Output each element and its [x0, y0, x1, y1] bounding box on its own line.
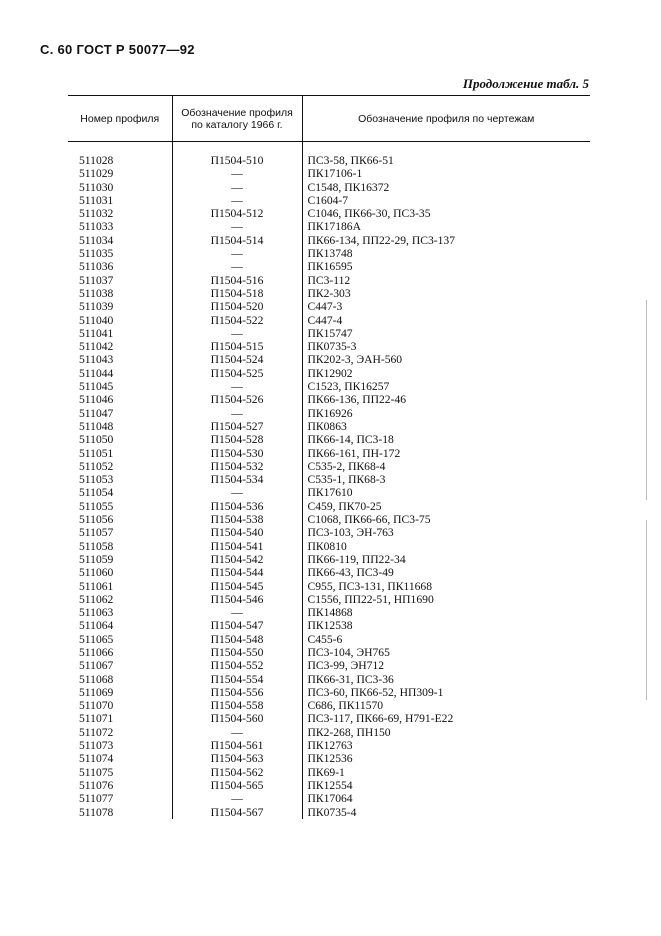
drawing-designation-cell: ПС3-117, ПК66-69, Н791-Е22: [302, 712, 590, 725]
drawing-designation-cell: С1523, ПК16257: [302, 380, 590, 393]
catalog-designation-cell: —: [172, 726, 302, 739]
table-row: [68, 580, 590, 593]
profile-number-cell: 511031: [79, 193, 114, 207]
drawing-designation-cell: ПС3-112: [302, 274, 590, 287]
profile-number-cell: 511062: [79, 592, 114, 606]
drawing-designation-cell: С1604-7: [302, 194, 590, 207]
table-row: [68, 433, 590, 446]
drawing-designation-cell: ПК12763: [302, 739, 590, 752]
profile-number-cell: 511066: [79, 645, 114, 659]
table-row: [68, 779, 590, 792]
table-row: [68, 367, 590, 380]
catalog-designation-cell: —: [172, 606, 302, 619]
table-row: [68, 154, 590, 167]
table-row: [68, 353, 590, 366]
profile-number-cell: 511039: [79, 300, 114, 314]
catalog-designation-cell: —: [172, 486, 302, 499]
catalog-designation-cell: П1504-540: [172, 526, 302, 539]
profile-number-cell: 511050: [79, 433, 114, 447]
drawing-designation-cell: ПС3-104, ЭН765: [302, 646, 590, 659]
profile-number-cell: 511067: [79, 659, 114, 673]
drawing-designation-cell: ПК12538: [302, 619, 590, 632]
drawing-designation-cell: ПК66-161, ПН-172: [302, 447, 590, 460]
profile-number-cell: 511057: [79, 526, 114, 540]
table-row: [68, 167, 590, 180]
profile-number-cell: 511065: [79, 632, 114, 646]
table-row: [68, 726, 590, 739]
table-row: [68, 540, 590, 553]
catalog-designation-cell: П1504-530: [172, 447, 302, 460]
profile-number-cell: 511064: [79, 619, 114, 633]
catalog-designation-cell: П1504-527: [172, 420, 302, 433]
table-row: [68, 207, 590, 220]
profile-number-cell: 511047: [79, 406, 114, 420]
table-row: [68, 553, 590, 566]
drawing-designation-cell: С459, ПК70-25: [302, 500, 590, 513]
drawing-designation-cell: ПК12536: [302, 752, 590, 765]
drawing-designation-cell: С455-6: [302, 633, 590, 646]
drawing-designation-cell: ПК66-31, ПС3-36: [302, 673, 590, 686]
table-row: [68, 314, 590, 327]
profile-number-cell: 511069: [79, 685, 114, 699]
catalog-designation-cell: —: [172, 380, 302, 393]
catalog-designation-cell: П1504-562: [172, 766, 302, 779]
profile-number-cell: 511059: [79, 552, 114, 566]
scan-margin-mark: [646, 300, 647, 500]
profiles-table: [68, 95, 590, 819]
table-row: [68, 260, 590, 273]
profile-number-cell: 511053: [79, 473, 114, 487]
drawing-designation-cell: ПК202-3, ЭАН-560: [302, 353, 590, 366]
drawing-designation-cell: ПК14868: [302, 606, 590, 619]
profile-number-cell: 511043: [79, 353, 114, 367]
profile-number-cell: 511073: [79, 739, 114, 753]
profile-number-cell: 511034: [79, 233, 114, 247]
table-row: [68, 473, 590, 486]
table-row: [68, 247, 590, 260]
drawing-designation-cell: ПК17186А: [302, 220, 590, 233]
catalog-designation-cell: П1504-510: [172, 154, 302, 167]
catalog-designation-cell: П1504-515: [172, 340, 302, 353]
profile-number-cell: 511078: [79, 805, 114, 819]
catalog-designation-cell: —: [172, 167, 302, 180]
drawing-designation-cell: ПС3-103, ЭН-763: [302, 526, 590, 539]
table-row: [68, 646, 590, 659]
profile-number-cell: 511041: [79, 326, 114, 340]
catalog-designation-cell: —: [172, 220, 302, 233]
profile-number-cell: 511077: [79, 792, 114, 806]
catalog-designation-cell: П1504-554: [172, 673, 302, 686]
table-row: [68, 460, 590, 473]
drawing-designation-cell: ПК13748: [302, 247, 590, 260]
catalog-designation-cell: П1504-547: [172, 619, 302, 632]
table-row: [68, 659, 590, 672]
profile-number-cell: 511029: [79, 167, 114, 181]
catalog-designation-cell: П1504-538: [172, 513, 302, 526]
catalog-designation-cell: П1504-542: [172, 553, 302, 566]
drawing-designation-cell: ПК69-1: [302, 766, 590, 779]
drawing-designation-cell: ПС3-58, ПК66-51: [302, 154, 590, 167]
catalog-designation-cell: П1504-546: [172, 593, 302, 606]
drawing-designation-cell: С1556, ПП22-51, НП1690: [302, 593, 590, 606]
drawing-designation-cell: С535-1, ПК68-3: [302, 473, 590, 486]
catalog-designation-cell: —: [172, 194, 302, 207]
table-row: [68, 752, 590, 765]
table-row: [68, 234, 590, 247]
table-row: [68, 220, 590, 233]
catalog-designation-cell: П1504-512: [172, 207, 302, 220]
table-continuation-label: Продолжение табл. 5: [462, 76, 589, 91]
table-row: [68, 686, 590, 699]
catalog-designation-cell: —: [172, 260, 302, 273]
profile-number-cell: 511076: [79, 778, 114, 792]
table-row: [68, 327, 590, 340]
drawing-designation-cell: ПК0735-3: [302, 340, 590, 353]
profile-number-cell: 511056: [79, 513, 114, 527]
drawing-designation-cell: ПК2-303: [302, 287, 590, 300]
table-row: [68, 739, 590, 752]
drawing-designation-cell: С1046, ПК66-30, ПС3-35: [302, 207, 590, 220]
table-spacer-row: [68, 142, 590, 155]
profile-number-cell: 511074: [79, 752, 114, 766]
catalog-designation-cell: П1504-516: [172, 274, 302, 287]
catalog-designation-cell: П1504-563: [172, 752, 302, 765]
table-row: [68, 699, 590, 712]
catalog-designation-cell: —: [172, 407, 302, 420]
drawing-designation-cell: С447-4: [302, 314, 590, 327]
profile-number-cell: 511051: [79, 446, 114, 460]
profile-number-cell: 511042: [79, 340, 114, 354]
drawing-designation-cell: ПК17064: [302, 792, 590, 805]
profile-number-cell: 511048: [79, 419, 114, 433]
table-row: [68, 792, 590, 805]
table-row: [68, 619, 590, 632]
catalog-designation-cell: П1504-548: [172, 633, 302, 646]
drawing-designation-cell: ПК66-134, ПП22-29, ПС3-137: [302, 234, 590, 247]
drawing-designation-cell: ПК12902: [302, 367, 590, 380]
catalog-designation-cell: П1504-518: [172, 287, 302, 300]
table-row: [68, 526, 590, 539]
catalog-designation-cell: П1504-556: [172, 686, 302, 699]
catalog-designation-cell: П1504-522: [172, 314, 302, 327]
catalog-designation-cell: П1504-534: [172, 473, 302, 486]
profile-number-cell: 511058: [79, 539, 114, 553]
catalog-designation-cell: —: [172, 247, 302, 260]
catalog-designation-cell: П1504-541: [172, 540, 302, 553]
catalog-designation-cell: П1504-565: [172, 779, 302, 792]
drawing-designation-cell: ПК17610: [302, 486, 590, 499]
profile-number-cell: 511072: [79, 725, 114, 739]
catalog-designation-cell: П1504-560: [172, 712, 302, 725]
drawing-designation-cell: ПК0863: [302, 420, 590, 433]
table-row: [68, 712, 590, 725]
catalog-designation-cell: П1504-550: [172, 646, 302, 659]
catalog-designation-cell: П1504-545: [172, 580, 302, 593]
table-row: [68, 274, 590, 287]
catalog-designation-cell: —: [172, 327, 302, 340]
catalog-designation-cell: —: [172, 181, 302, 194]
header-profile-number: Номер профиля: [68, 96, 172, 142]
table-row: [68, 393, 590, 406]
drawing-designation-cell: ПК66-119, ПП22-34: [302, 553, 590, 566]
drawing-designation-cell: ПК15747: [302, 327, 590, 340]
table-row: [68, 420, 590, 433]
table-row: [68, 766, 590, 779]
drawing-designation-cell: С1068, ПК66-66, ПС3-75: [302, 513, 590, 526]
table-row: [68, 513, 590, 526]
profile-number-cell: 511068: [79, 672, 114, 686]
profile-number-cell: 511038: [79, 286, 114, 300]
table-row: [68, 340, 590, 353]
profile-number-cell: 511054: [79, 486, 114, 500]
catalog-designation-cell: П1504-526: [172, 393, 302, 406]
table-row: [68, 300, 590, 313]
table-row: [68, 500, 590, 513]
table-header-row: [68, 96, 590, 142]
profile-number-cell: 511061: [79, 579, 114, 593]
table-row: [68, 593, 590, 606]
profile-number-cell: 511075: [79, 765, 114, 779]
table-row: [68, 633, 590, 646]
catalog-designation-cell: П1504-536: [172, 500, 302, 513]
table-row: [68, 606, 590, 619]
profile-number-cell: 511063: [79, 606, 114, 620]
drawing-designation-cell: ПС3-60, ПК66-52, НП309-1: [302, 686, 590, 699]
drawing-designation-cell: ПК2-268, ПН150: [302, 726, 590, 739]
catalog-designation-cell: —: [172, 792, 302, 805]
profile-number-cell: 511030: [79, 180, 114, 194]
profile-number-cell: 511037: [79, 273, 114, 287]
profile-number-cell: 511044: [79, 366, 114, 380]
profile-number-cell: 511028: [79, 154, 114, 167]
table-row: [68, 380, 590, 393]
header-drawing-designation: Обозначение профиля по чертежам: [302, 96, 590, 142]
drawing-designation-cell: ПК66-43, ПС3-49: [302, 566, 590, 579]
table-row: [68, 566, 590, 579]
profile-number-cell: 511055: [79, 499, 114, 513]
profile-number-cell: 511040: [79, 313, 114, 327]
catalog-designation-cell: П1504-561: [172, 739, 302, 752]
catalog-designation-cell: П1504-567: [172, 806, 302, 819]
catalog-designation-cell: П1504-528: [172, 433, 302, 446]
header-catalog-designation: Обозначение профиля по каталогу 1966 г.: [172, 96, 302, 142]
table-row: [68, 673, 590, 686]
profile-number-cell: 511046: [79, 393, 114, 407]
drawing-designation-cell: С955, ПС3-131, ПК11668: [302, 580, 590, 593]
scan-margin-mark: [646, 520, 647, 700]
drawing-designation-cell: ПК66-136, ПП22-46: [302, 393, 590, 406]
profile-number-cell: 511045: [79, 380, 114, 394]
table-row: [68, 194, 590, 207]
catalog-designation-cell: П1504-552: [172, 659, 302, 672]
table-row: [68, 181, 590, 194]
drawing-designation-cell: ПК17106-1: [302, 167, 590, 180]
table-row: [68, 486, 590, 499]
profile-number-cell: 511060: [79, 566, 114, 580]
drawing-designation-cell: ПК66-14, ПС3-18: [302, 433, 590, 446]
catalog-designation-cell: П1504-520: [172, 300, 302, 313]
catalog-designation-cell: П1504-532: [172, 460, 302, 473]
catalog-designation-cell: П1504-514: [172, 234, 302, 247]
drawing-designation-cell: ПК16595: [302, 260, 590, 273]
table-row: [68, 287, 590, 300]
profile-number-cell: 511071: [79, 712, 114, 726]
profile-number-cell: 511032: [79, 207, 114, 221]
drawing-designation-cell: С1548, ПК16372: [302, 181, 590, 194]
profiles-table-container: [68, 95, 590, 819]
catalog-designation-cell: П1504-525: [172, 367, 302, 380]
drawing-designation-cell: ПК16926: [302, 407, 590, 420]
drawing-designation-cell: ПС3-99, ЭН712: [302, 659, 590, 672]
drawing-designation-cell: С686, ПК11570: [302, 699, 590, 712]
page-header: С. 60 ГОСТ Р 50077—92: [40, 42, 195, 57]
drawing-designation-cell: С535-2, ПК68-4: [302, 460, 590, 473]
drawing-designation-cell: ПК0810: [302, 540, 590, 553]
table-row: [68, 806, 590, 819]
catalog-designation-cell: П1504-524: [172, 353, 302, 366]
catalog-designation-cell: П1504-558: [172, 699, 302, 712]
profile-number-cell: 511052: [79, 459, 114, 473]
table-row: [68, 447, 590, 460]
profile-number-cell: 511033: [79, 220, 114, 234]
profile-number-cell: 511036: [79, 260, 114, 274]
table-row: [68, 407, 590, 420]
catalog-designation-cell: П1504-544: [172, 566, 302, 579]
drawing-designation-cell: ПК12554: [302, 779, 590, 792]
profile-number-cell: 511035: [79, 247, 114, 261]
drawing-designation-cell: С447-3: [302, 300, 590, 313]
drawing-designation-cell: ПК0735-4: [302, 806, 590, 819]
profile-number-cell: 511070: [79, 699, 114, 713]
